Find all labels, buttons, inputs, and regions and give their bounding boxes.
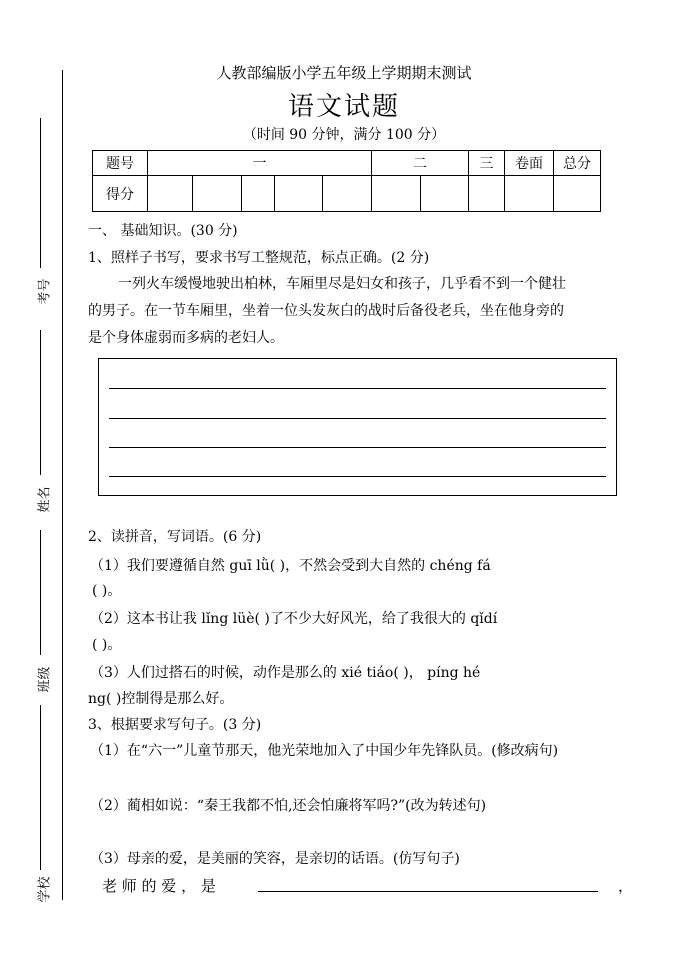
q2-item-1-cont: ( )。 [92,583,122,599]
score-header-neatness: 卷面 [505,151,554,176]
name-label: 姓名 [37,486,53,513]
writing-line[interactable] [109,447,606,448]
score-cell[interactable] [323,176,372,212]
class-line [40,530,41,655]
subject-title: 语文试题 [287,92,400,122]
score-header-total: 总分 [554,151,601,176]
score-header-section1: 一 [148,151,372,176]
score-cell[interactable] [148,176,193,212]
exam-no-label: 考号 [37,278,53,305]
q3-fill-prefix: 老 师 的 爱 ， 是 [102,877,216,895]
school-line [40,705,41,870]
q3-sentence-3: （3）母亲的爱，是美丽的笑容，是亲切的话语。(仿写句子) [90,851,460,867]
score-header-label: 题号 [93,151,148,176]
q1-passage-line: 一列火车缓慢地驶出柏林，车厢里尽是妇女和孩子，几乎看不到一个健壮 [118,276,566,292]
score-cell[interactable] [421,176,469,212]
exam-title: 人教部编版小学五年级上学期期末测试 [216,64,472,82]
q2-item-2-cont: ( )。 [92,637,122,653]
school-label: 学校 [37,876,53,903]
name-line [40,330,41,475]
writing-line[interactable] [109,388,606,389]
writing-line[interactable] [109,476,606,477]
q3-sentence-2: （2）蔺相如说：“秦王我都不怕,还会怕廉将军吗?”(改为转述句) [90,798,487,814]
score-cell[interactable] [193,176,242,212]
q2-item-2: （2）这本书让我 lǐng lüè( )了不少大好风光，给了我很大的 qǐdí [90,611,498,627]
q3-sentence-1: （1）在“六一”儿童节那天，他光荣地加入了中国少年先锋队员。(修改病句) [90,743,559,759]
writing-line[interactable] [109,418,606,419]
q3-prompt: 3、根据要求写句子。(3 分) [88,717,262,733]
q2-item-3: （3）人们过搭石的时候，动作是那么的 xié tiáo( )， píng hé [90,665,481,681]
q1-prompt: 1、照样子书写，要求书写工整规范，标点正确。(2 分) [88,250,430,266]
q3-answer-line[interactable] [258,891,598,892]
q1-passage-line: 的男子。在一节车厢里，坐着一位头发灰白的战时后备役老兵，坐在他身旁的 [88,303,564,319]
score-cell[interactable] [554,176,601,212]
score-table [92,150,601,212]
class-label: 班级 [37,666,53,693]
q3-fill-suffix: ， [618,877,634,895]
score-header-section3: 三 [469,151,505,176]
score-cell[interactable] [469,176,505,212]
score-header-section2: 二 [372,151,469,176]
score-cell[interactable] [275,176,323,212]
q2-item-3-cont: ng( )控制得是那么好。 [88,691,234,707]
score-row-label: 得分 [93,176,148,212]
binding-line [62,70,63,900]
time-info: （时间 90 分钟，满分 100 分） [242,127,446,143]
score-cell[interactable] [505,176,554,212]
q2-item-1: （1）我们要遵循自然 guī lǜ( )，不然会受到大自然的 chéng fá [90,558,491,574]
score-cell[interactable] [242,176,275,212]
score-cell[interactable] [372,176,421,212]
writing-box[interactable] [98,358,617,496]
q1-passage-line: 是个身体虚弱而多病的老妇人。 [88,330,284,346]
section-heading: 一、 基础知识。(30 分) [88,223,238,239]
q2-prompt: 2、读拼音，写词语。(6 分) [88,529,262,545]
